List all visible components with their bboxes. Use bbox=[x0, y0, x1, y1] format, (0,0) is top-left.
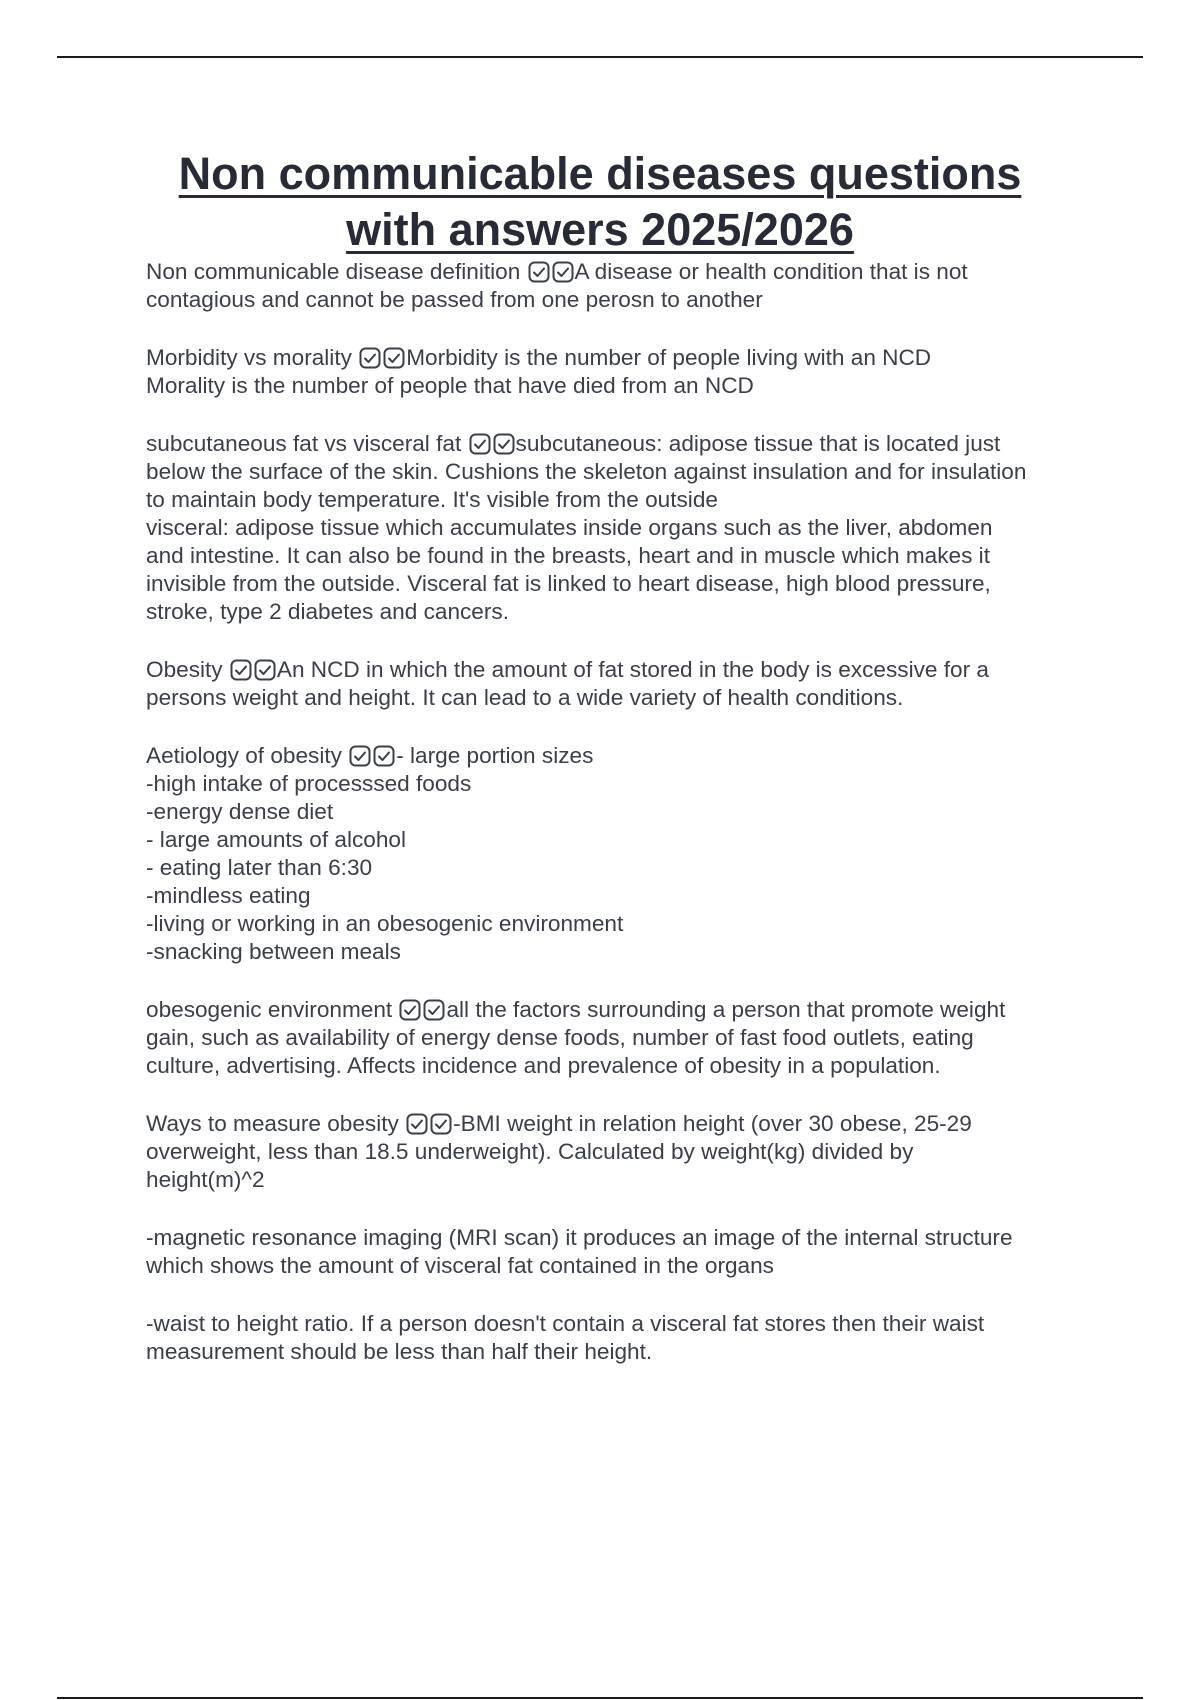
question-term: Non communicable disease definition bbox=[146, 259, 521, 284]
question-term: Obesity bbox=[146, 657, 223, 682]
question-term: Morbidity vs morality bbox=[146, 345, 352, 370]
answer-line: -energy dense diet bbox=[146, 799, 334, 824]
answer-line: to maintain body temperature. It's visible from the outside bbox=[146, 487, 718, 512]
answer-line: gain, such as availability of energy dense foods, number of fast food outlets, eating bbox=[146, 1025, 974, 1050]
qa-entry bbox=[146, 1110, 1106, 1194]
qa-first-line bbox=[146, 656, 1106, 684]
check-box-icon bbox=[528, 261, 550, 283]
answer-line: -waist to height ratio. If a person doesn't contain a visceral fat stores then their waist bbox=[146, 1311, 985, 1336]
qa-first-line bbox=[146, 996, 1106, 1024]
qa-entry bbox=[146, 742, 1106, 966]
answer-line: contagious and cannot be passed from one perosn to another bbox=[146, 287, 763, 312]
answer-line: persons weight and height. It can lead to a wide variety of health conditions. bbox=[146, 685, 904, 710]
answer-line: -high intake of processsed foods bbox=[146, 771, 472, 796]
answer-continuation bbox=[146, 1310, 1106, 1366]
title-line: with answers 2025/2026 bbox=[346, 204, 854, 255]
answer-line: visceral: adipose tissue which accumulates inside organs such as the liver, abdomen bbox=[146, 515, 993, 540]
answer-line: -snacking between meals bbox=[146, 939, 401, 964]
qa-list bbox=[146, 258, 1106, 1396]
answer-line: and intestine. It can also be found in the breasts, heart and in muscle which makes it bbox=[146, 543, 990, 568]
title-line: Non communicable diseases questions bbox=[178, 148, 1022, 199]
question-term: Aetiology of obesity bbox=[146, 743, 342, 768]
check-box-icon bbox=[373, 745, 395, 767]
answer-line: invisible from the outside. Visceral fat is linked to heart disease, high blood pressure, bbox=[146, 571, 991, 596]
check-box-icon bbox=[349, 745, 371, 767]
answer-line: -mindless eating bbox=[146, 883, 311, 908]
qa-entry bbox=[146, 344, 1106, 400]
answer-line: all the factors surrounding a person that promote weight bbox=[446, 997, 1006, 1022]
check-box-icon bbox=[383, 347, 405, 369]
check-box-icon bbox=[406, 1113, 428, 1135]
qa-entry bbox=[146, 430, 1106, 626]
qa-first-line bbox=[146, 742, 1106, 770]
qa-first-line bbox=[146, 344, 1106, 372]
answer-line: - eating later than 6:30 bbox=[146, 855, 373, 880]
qa-first-line bbox=[146, 258, 1106, 286]
answer-line: measurement should be less than half their height. bbox=[146, 1339, 653, 1364]
answer-line: below the surface of the skin. Cushions the skeleton against insulation and for insulation bbox=[146, 459, 1027, 484]
answer-line: -living or working in an obesogenic environment bbox=[146, 911, 624, 936]
answer-continuation bbox=[146, 1224, 1106, 1280]
qa-first-line bbox=[146, 430, 1106, 458]
check-box-icon bbox=[423, 999, 445, 1021]
answer-line: overweight, less than 18.5 underweight). Calculated by weight(kg) divided by bbox=[146, 1139, 914, 1164]
answer-line: subcutaneous: adipose tissue that is located just bbox=[515, 431, 1001, 456]
check-box-icon bbox=[230, 659, 252, 681]
answer-line: An NCD in which the amount of fat stored in the body is excessive for a bbox=[276, 657, 989, 682]
question-term: Ways to measure obesity bbox=[146, 1111, 399, 1136]
bottom-rule bbox=[57, 1697, 1143, 1699]
check-box-icon bbox=[469, 433, 491, 455]
check-box-icon bbox=[493, 433, 515, 455]
answer-line: Morbidity is the number of people living with an NCD bbox=[406, 345, 932, 370]
answer-line: - large portion sizes bbox=[396, 743, 594, 768]
qa-first-line bbox=[146, 1110, 1106, 1138]
answer-line: -magnetic resonance imaging (MRI scan) it produces an image of the internal structure bbox=[146, 1225, 1013, 1250]
question-term: subcutaneous fat vs visceral fat bbox=[146, 431, 462, 456]
answer-line: -BMI weight in relation height (over 30 obese, 25-29 bbox=[453, 1111, 972, 1136]
answer-line: which shows the amount of visceral fat contained in the organs bbox=[146, 1253, 774, 1278]
qa-entry bbox=[146, 996, 1106, 1080]
answer-line: A disease or health condition that is not bbox=[574, 259, 968, 284]
check-box-icon bbox=[430, 1113, 452, 1135]
answer-line: - large amounts of alcohol bbox=[146, 827, 406, 852]
answer-line: stroke, type 2 diabetes and cancers. bbox=[146, 599, 509, 624]
page-title bbox=[100, 146, 1100, 258]
answer-line: culture, advertising. Affects incidence and prevalence of obesity in a population. bbox=[146, 1053, 941, 1078]
check-box-icon bbox=[254, 659, 276, 681]
check-box-icon bbox=[399, 999, 421, 1021]
check-box-icon bbox=[359, 347, 381, 369]
qa-entry bbox=[146, 258, 1106, 314]
answer-line: height(m)^2 bbox=[146, 1167, 265, 1192]
answer-line: Morality is the number of people that have died from an NCD bbox=[146, 373, 754, 398]
question-term: obesogenic environment bbox=[146, 997, 393, 1022]
top-rule bbox=[57, 56, 1143, 58]
check-box-icon bbox=[552, 261, 574, 283]
qa-entry bbox=[146, 656, 1106, 712]
